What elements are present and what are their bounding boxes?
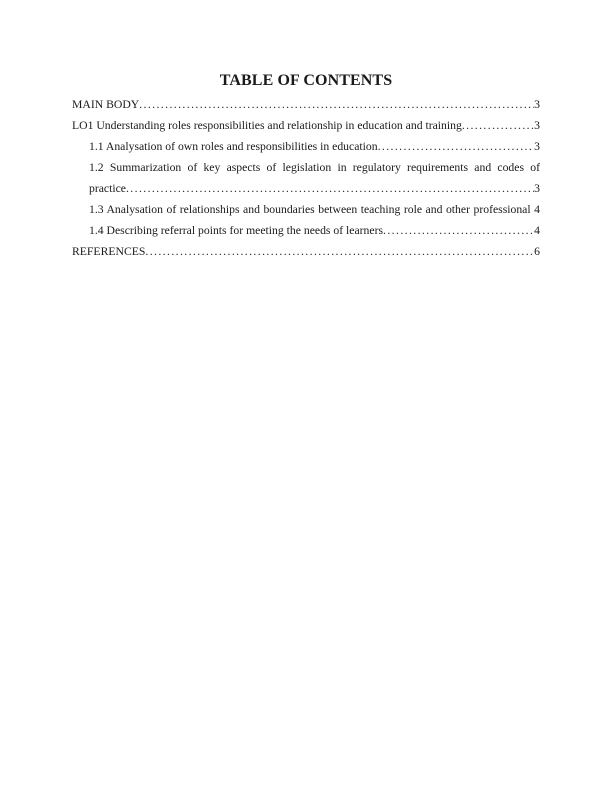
toc-entry-1-2-line1 xyxy=(72,157,540,178)
dot-leader xyxy=(378,136,535,157)
toc-entry-main-body xyxy=(72,94,540,115)
toc-entry-text: 1.1 Analysation of own roles and responsibilities in education xyxy=(89,140,378,153)
toc-entry-text: MAIN BODY xyxy=(72,98,140,111)
toc-page-number: 4 xyxy=(534,203,540,216)
toc-entry-lo1 xyxy=(72,115,540,136)
toc-page-number: 3 xyxy=(534,119,540,132)
dot-leader xyxy=(145,241,534,262)
toc-entry-references xyxy=(72,241,540,262)
toc-page-number: 3 xyxy=(534,182,540,195)
dot-leader xyxy=(462,115,534,136)
toc-entry-text: LO1 Understanding roles responsibilities and relationship in education and training xyxy=(72,119,462,132)
toc-entry-1-3 xyxy=(72,199,540,220)
page-title: TABLE OF CONTENTS xyxy=(219,72,393,89)
dot-leader xyxy=(139,94,534,115)
toc-page-number: 6 xyxy=(534,245,540,258)
toc-entry-text: 1.3 Analysation of relationships and boundaries between teaching role and other professional xyxy=(89,203,531,216)
toc-entry-text: practice xyxy=(89,182,126,195)
toc-entry-1-4 xyxy=(72,220,540,241)
toc-entry-1-1 xyxy=(72,136,540,157)
toc-page-number: 3 xyxy=(534,140,540,153)
table-of-contents xyxy=(72,94,540,262)
toc-entry-1-2-line2 xyxy=(72,178,540,199)
toc-page-number: 3 xyxy=(534,98,540,111)
toc-page-number: 4 xyxy=(534,224,540,237)
toc-entry-text: 1.4 Describing referral points for meeting the needs of learners xyxy=(89,224,384,237)
dot-leader xyxy=(383,220,534,241)
dot-leader xyxy=(126,178,534,199)
toc-entry-text: REFERENCES xyxy=(72,245,146,258)
toc-entry-text: 1.2 Summarization of key aspects of legislation in regulatory requirements and codes of xyxy=(89,161,540,174)
